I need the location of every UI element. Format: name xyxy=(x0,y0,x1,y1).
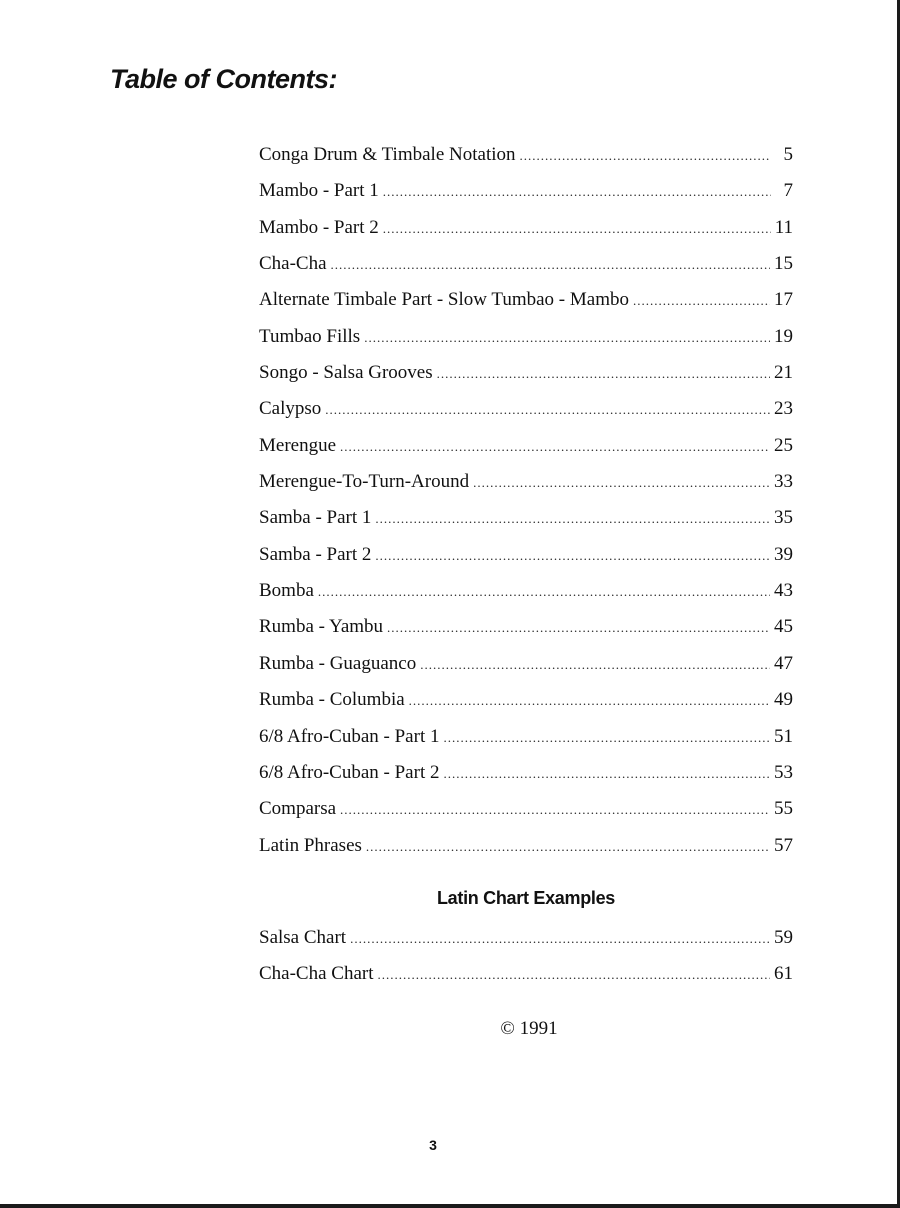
toc-entry-title: Rumba - Guaguanco xyxy=(259,652,417,674)
toc-entry xyxy=(259,137,793,173)
toc-leader xyxy=(375,509,770,529)
toc-entry-page: 21 xyxy=(774,362,793,384)
toc-entry xyxy=(259,537,793,573)
toc-entry-title: Mambo - Part 2 xyxy=(259,216,379,238)
toc-entry-title: Alternate Timbale Part - Slow Tumbao - Mambo xyxy=(259,289,629,311)
toc-entry-page: 35 xyxy=(774,507,793,529)
toc-leader xyxy=(331,255,770,275)
toc-entry xyxy=(259,646,793,682)
chart-examples-list xyxy=(259,920,793,993)
toc-entry-page: 47 xyxy=(774,652,793,674)
toc-entry-title: Songo - Salsa Grooves xyxy=(259,362,433,384)
toc-entry-title: Mambo - Part 1 xyxy=(259,180,379,202)
toc-leader xyxy=(437,364,770,384)
toc-entry-page: 17 xyxy=(774,289,793,311)
toc-entry-page: 5 xyxy=(783,144,793,165)
toc-entry-title: Rumba - Yambu xyxy=(259,616,384,638)
toc-entry-page: 43 xyxy=(774,580,793,602)
toc-entry xyxy=(259,920,793,956)
toc-entry-page: 55 xyxy=(774,798,793,820)
toc-entry xyxy=(259,282,793,318)
toc-entry-title: Latin Phrases xyxy=(259,834,362,856)
toc-leader xyxy=(473,473,770,493)
toc-entry-page: 49 xyxy=(774,689,793,711)
toc-entry xyxy=(259,956,793,992)
toc-entry xyxy=(259,355,793,391)
toc-entry xyxy=(259,428,793,464)
toc-entry xyxy=(259,682,793,718)
toc-leader xyxy=(633,291,770,311)
copyright-notice: © 1991 xyxy=(500,1018,558,1039)
toc-leader xyxy=(340,800,770,820)
toc-leader xyxy=(520,146,772,166)
toc-leader xyxy=(383,219,771,239)
toc-entry-page: 7 xyxy=(783,180,793,202)
toc-leader xyxy=(366,837,770,857)
toc-entry-page: 57 xyxy=(774,834,793,856)
toc-entry xyxy=(259,246,793,282)
toc-entry-title: Merengue-To-Turn-Around xyxy=(259,471,470,493)
toc-leader xyxy=(378,965,770,985)
toc-entry xyxy=(259,755,793,791)
page-title: Table of Contents: xyxy=(110,64,337,94)
toc-entry-title: Samba - Part 2 xyxy=(259,543,372,565)
toc-leader xyxy=(318,582,770,602)
toc-leader xyxy=(375,546,770,566)
toc-entry-title: Calypso xyxy=(259,398,322,420)
toc-entry xyxy=(259,791,793,827)
toc-entry xyxy=(259,609,793,645)
toc-entry-title: Rumba - Columbia xyxy=(259,689,405,711)
toc-entry-title: Tumbao Fills xyxy=(259,325,361,347)
toc-leader xyxy=(383,182,771,202)
toc-entry-title: Salsa Chart xyxy=(259,927,347,948)
toc-entry-title: Samba - Part 1 xyxy=(259,507,372,529)
toc-entry-page: 45 xyxy=(774,616,793,638)
toc-entry-title: Merengue xyxy=(259,434,337,456)
toc-entry xyxy=(259,500,793,536)
toc-entry xyxy=(259,391,793,427)
toc-entry-page: 33 xyxy=(774,471,793,493)
toc-leader xyxy=(325,400,770,420)
toc-leader xyxy=(420,655,770,675)
toc-entry-title: Cha-Cha xyxy=(259,253,327,275)
toc-entry-page: 53 xyxy=(774,761,793,783)
toc-leader xyxy=(340,437,770,457)
toc-entry-title: Conga Drum & Timbale Notation xyxy=(259,144,516,165)
toc-list xyxy=(259,137,793,864)
toc-entry xyxy=(259,319,793,355)
toc-entry-title: Bomba xyxy=(259,580,314,602)
toc-entry-page: 61 xyxy=(774,963,793,985)
toc-entry-page: 15 xyxy=(774,253,793,275)
toc-entry xyxy=(259,464,793,500)
toc-leader xyxy=(387,618,770,638)
toc-leader xyxy=(350,929,770,949)
toc-entry-title: 6/8 Afro-Cuban - Part 1 xyxy=(259,725,440,747)
toc-entry-page: 25 xyxy=(774,434,793,456)
toc-leader xyxy=(443,728,770,748)
toc-entry xyxy=(259,210,793,246)
toc-entry xyxy=(259,173,793,209)
toc-entry-page: 23 xyxy=(774,398,793,420)
toc-leader xyxy=(443,764,770,784)
page-edge-bottom xyxy=(0,1204,900,1208)
toc-entry-title: Cha-Cha Chart xyxy=(259,963,374,985)
toc-entry xyxy=(259,828,793,864)
toc-entry-title: Comparsa xyxy=(259,798,337,820)
toc-entry-page: 19 xyxy=(774,325,793,347)
toc-leader xyxy=(409,691,770,711)
toc-entry-page: 11 xyxy=(774,216,793,238)
page-number: 3 xyxy=(429,1137,437,1153)
toc-entry xyxy=(259,719,793,755)
toc-leader xyxy=(364,328,770,348)
section-heading-chart-examples: Latin Chart Examples xyxy=(436,888,616,908)
toc-entry-page: 59 xyxy=(774,927,793,948)
toc-entry-page: 39 xyxy=(774,543,793,565)
toc-entry-page: 51 xyxy=(774,725,793,747)
toc-entry xyxy=(259,573,793,609)
toc-entry-title: 6/8 Afro-Cuban - Part 2 xyxy=(259,761,440,783)
